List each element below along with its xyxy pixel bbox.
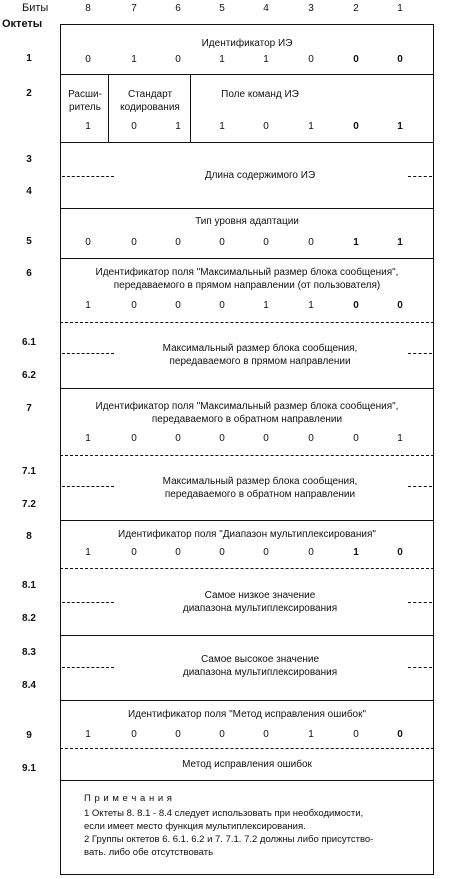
bit-number: 4 <box>263 3 269 14</box>
bit-value: 1 <box>263 300 269 311</box>
row34-title: Длина содержимого ИЭ <box>204 170 316 181</box>
divider <box>60 258 434 259</box>
bit-value: 0 <box>131 300 137 311</box>
bit-value: 0 <box>131 729 137 740</box>
octet-label-6-1: 6.1 <box>22 337 36 348</box>
dashed-separator <box>408 353 432 354</box>
bit-number: 2 <box>353 3 359 14</box>
bit-value: 0 <box>263 729 269 740</box>
bit-value: 1 <box>263 54 269 65</box>
bit-value: 0 <box>353 300 359 311</box>
bit-value: 1 <box>397 237 403 248</box>
bit-number: 7 <box>131 3 137 14</box>
octet-label-2: 2 <box>26 88 32 99</box>
bit-value: 0 <box>397 547 403 558</box>
extension-bit-label: Расши- ритель <box>68 89 102 113</box>
bit-value: 1 <box>85 121 91 132</box>
dashed-separator <box>408 176 432 177</box>
bit-value: 0 <box>353 729 359 740</box>
octet-label-3: 3 <box>26 154 32 165</box>
divider <box>60 74 434 75</box>
dashed-separator <box>62 602 114 603</box>
note-2: 2 Группы октетов 6. 6.1. 6.2 и 7. 7.1. 7.2 должны либо присутство- вать. либо обе отсутствовать <box>84 834 374 858</box>
divider <box>60 635 434 636</box>
dashed-separator <box>62 486 114 487</box>
bit-number: 5 <box>219 3 225 14</box>
bit-value: 0 <box>397 54 403 65</box>
octet-label-8-4: 8.4 <box>22 680 36 691</box>
coding-standard-label: Стандарт кодирования <box>120 89 180 113</box>
bit-value: 0 <box>263 547 269 558</box>
bit-value: 0 <box>219 547 225 558</box>
bit-value: 0 <box>353 433 359 444</box>
bit-value: 0 <box>397 300 403 311</box>
bit-value: 0 <box>219 729 225 740</box>
bit-value: 1 <box>353 547 359 558</box>
bit-value: 0 <box>263 121 269 132</box>
divider <box>60 520 434 521</box>
bit-value: 1 <box>131 54 137 65</box>
bit-value: 1 <box>353 237 359 248</box>
note-1: 1 Октеты 8. 8.1 - 8.4 следует использовать при необходимости, если имеет место функция мультиплексирования. <box>84 808 364 832</box>
row1-title: Идентификатор ИЭ <box>201 38 293 49</box>
octet-label-6-2: 6.2 <box>22 370 36 381</box>
octet-label-8-2: 8.2 <box>22 613 36 624</box>
row9-title: Идентификатор поля "Метод исправления ошибок" <box>127 709 367 720</box>
bit-number: 1 <box>397 3 403 14</box>
bit-value: 0 <box>175 433 181 444</box>
bit-value: 0 <box>353 121 359 132</box>
octet-label-7-2: 7.2 <box>22 499 36 510</box>
bit-value: 0 <box>219 300 225 311</box>
bit-value: 1 <box>308 729 314 740</box>
dashed-separator <box>60 455 434 456</box>
dashed-separator <box>60 748 434 749</box>
bit-value: 0 <box>263 237 269 248</box>
bit-value: 0 <box>219 237 225 248</box>
bit-value: 0 <box>175 300 181 311</box>
octet-label-7: 7 <box>26 403 32 414</box>
bit-value: 0 <box>263 433 269 444</box>
dashed-separator <box>62 667 114 668</box>
octet-label-6: 6 <box>26 268 32 279</box>
notes-heading: П р и м е ч а н и я <box>84 793 173 804</box>
bit-value: 0 <box>131 121 137 132</box>
bit-value: 1 <box>219 54 225 65</box>
bit-value: 1 <box>397 121 403 132</box>
row91-title: Метод исправления ошибок <box>182 759 312 770</box>
bit-number: 3 <box>308 3 314 14</box>
bit-value: 0 <box>353 54 359 65</box>
bit-number: 6 <box>175 3 181 14</box>
command-field-label: Поле команд ИЭ <box>221 89 299 100</box>
bit-value: 1 <box>85 547 91 558</box>
octet-label-7-1: 7.1 <box>22 466 36 477</box>
octet-label-9-1: 9.1 <box>22 763 36 774</box>
divider <box>60 388 434 389</box>
dashed-separator <box>408 667 432 668</box>
bit-value: 0 <box>131 433 137 444</box>
bit-value: 1 <box>85 300 91 311</box>
divider <box>108 74 109 142</box>
octet-label-8-3: 8.3 <box>22 647 36 658</box>
dashed-separator <box>408 602 432 603</box>
bit-value: 0 <box>308 433 314 444</box>
row83-title: Самое высокое значение диапазона мультиплексирования <box>182 654 338 678</box>
bit-value: 1 <box>219 121 225 132</box>
divider <box>60 700 434 701</box>
octet-label-8: 8 <box>26 531 32 542</box>
octet-label-8-1: 8.1 <box>22 580 36 591</box>
dashed-separator <box>60 322 434 323</box>
octet-label-4: 4 <box>26 186 32 197</box>
dashed-separator <box>60 568 434 569</box>
bit-value: 0 <box>131 237 137 248</box>
divider <box>60 780 434 781</box>
bit-value: 0 <box>308 547 314 558</box>
dashed-separator <box>62 353 114 354</box>
bit-value: 1 <box>175 121 181 132</box>
row7-title: Идентификатор поля "Максимальный размер блока сообщения", передаваемого в обратном направлении <box>95 401 399 425</box>
bit-value: 1 <box>397 433 403 444</box>
bit-value: 0 <box>175 237 181 248</box>
bit-value: 0 <box>308 54 314 65</box>
dashed-separator <box>62 176 114 177</box>
bit-value: 1 <box>85 433 91 444</box>
octet-label-9: 9 <box>26 730 32 741</box>
row61-title: Максимальный размер блока сообщения, передаваемого в прямом направлении <box>162 343 358 367</box>
bit-value: 1 <box>308 121 314 132</box>
octet-label-5: 5 <box>26 236 32 247</box>
octets-label: Октеты <box>2 18 43 30</box>
bit-value: 0 <box>175 729 181 740</box>
divider <box>60 208 434 209</box>
row6-title: Идентификатор поля "Максимальный размер блока сообщения", передаваемого в прямом направлении (от пользователя) <box>95 267 399 291</box>
bit-value: 0 <box>85 237 91 248</box>
bit-value: 0 <box>397 729 403 740</box>
row81-title: Самое низкое значение диапазона мультиплексирования <box>182 590 338 614</box>
bit-value: 0 <box>175 547 181 558</box>
row71-title: Максимальный размер блока сообщения, передаваемого в обратном направлении <box>162 476 358 500</box>
bit-value: 0 <box>85 54 91 65</box>
bit-value: 1 <box>308 300 314 311</box>
bits-label: Биты <box>22 2 49 14</box>
row5-title: Тип уровня адаптации <box>195 216 299 227</box>
bit-number: 8 <box>85 3 91 14</box>
divider <box>60 142 434 143</box>
octet-label-1: 1 <box>26 53 32 64</box>
row8-title: Идентификатор поля "Диапазон мультиплексирования" <box>118 529 376 540</box>
bit-value: 0 <box>219 433 225 444</box>
bit-value: 1 <box>85 729 91 740</box>
dashed-separator <box>408 486 432 487</box>
divider <box>190 74 191 142</box>
bit-value: 0 <box>131 547 137 558</box>
bit-value: 0 <box>175 54 181 65</box>
bit-value: 0 <box>308 237 314 248</box>
